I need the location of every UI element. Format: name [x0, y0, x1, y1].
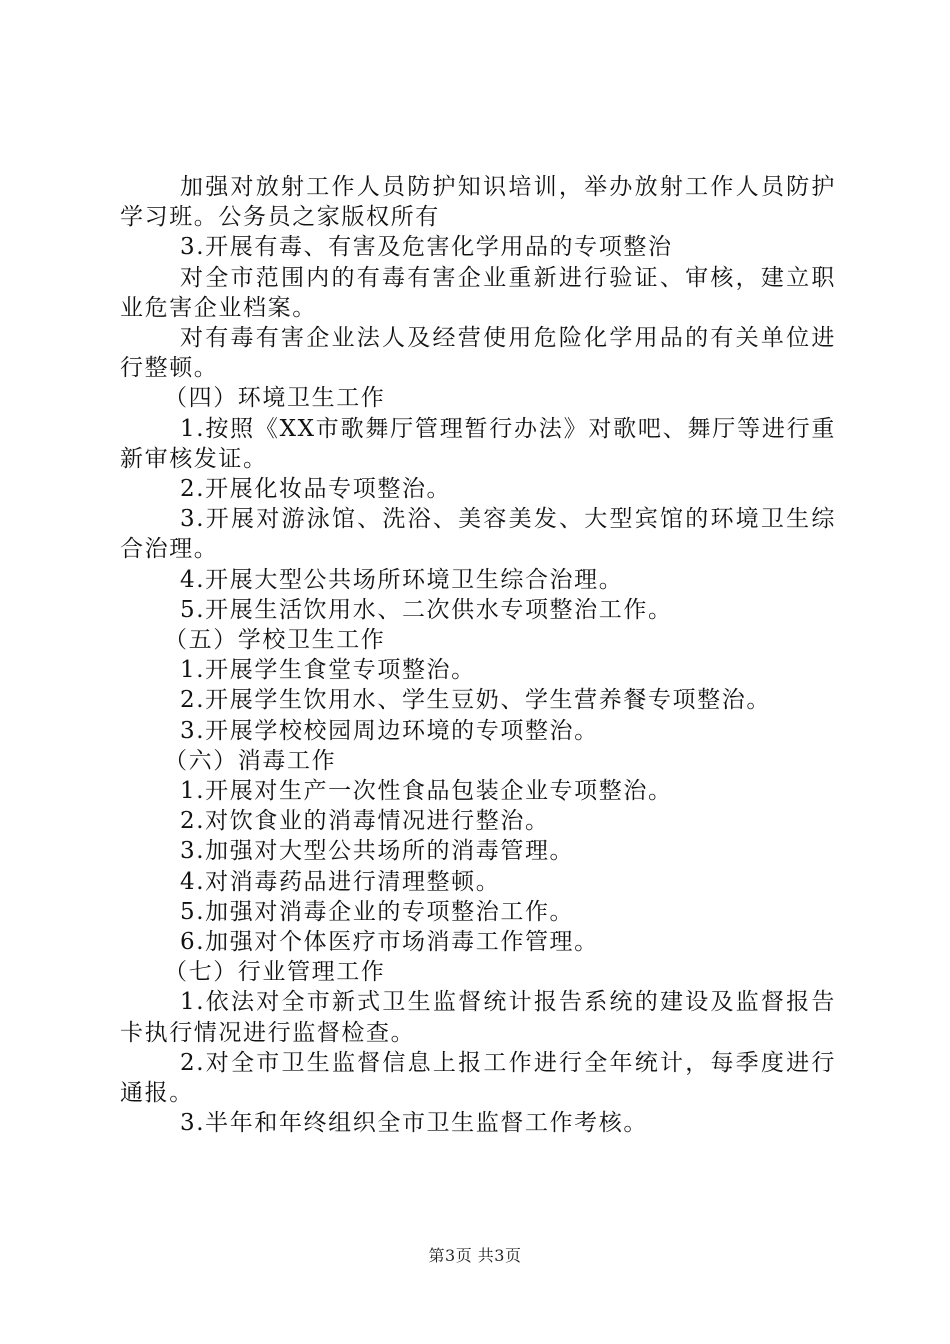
- paragraph: 3.半年和年终组织全市卫生监督工作考核。: [180, 1110, 648, 1137]
- paragraph: 1.按照《XX市歌舞厅管理暂行办法》对歌吧、舞厅等进行重新审核发证。: [120, 415, 836, 472]
- paragraph: 3.开展对游泳馆、洗浴、美容美发、大型宾馆的环境卫生综合治理。: [120, 506, 836, 563]
- paragraph: 5.加强对消毒企业的专项整治工作。: [180, 898, 575, 925]
- paragraph: 6.加强对个体医疗市场消毒工作管理。: [180, 929, 599, 956]
- paragraph: （六）消毒工作: [164, 747, 337, 774]
- paragraph: （七）行业管理工作: [164, 959, 386, 986]
- paragraph: （四）环境卫生工作: [164, 385, 386, 412]
- paragraph: 加强对放射工作人员防护知识培训，举办放射工作人员防护学习班。公务员之家版权所有: [120, 174, 836, 231]
- paragraph: 对有毒有害企业法人及经营使用危险化学用品的有关单位进行整顿。: [120, 325, 836, 382]
- paragraph: 2.对饮食业的消毒情况进行整治。: [180, 808, 550, 835]
- page-footer: 第3页 共3页: [428, 1246, 522, 1265]
- paragraph: 对全市范围内的有毒有害企业重新进行验证、审核，建立职业危害企业档案。: [120, 264, 836, 321]
- paragraph: 2.开展学生饮用水、学生豆奶、学生营养餐专项整治。: [180, 687, 771, 714]
- paragraph: 2.开展化妆品专项整治。: [180, 476, 452, 503]
- paragraph: 3.开展学校校园周边环境的专项整治。: [180, 717, 599, 744]
- document-body: [120, 172, 836, 1139]
- paragraph: 3.加强对大型公共场所的消毒管理。: [180, 838, 575, 865]
- paragraph: 5.开展生活饮用水、二次供水专项整治工作。: [180, 596, 673, 623]
- paragraph: 1.开展对生产一次性食品包装企业专项整治。: [180, 778, 673, 805]
- paragraph: （五）学校卫生工作: [164, 627, 386, 654]
- paragraph: 1.依法对全市新式卫生监督统计报告系统的建设及监督报告卡执行情况进行监督检查。: [120, 989, 836, 1046]
- paragraph: 1.开展学生食堂专项整治。: [180, 657, 476, 684]
- paragraph: 3.开展有毒、有害及危害化学用品的专项整治: [180, 234, 673, 261]
- paragraph: 4.开展大型公共场所环境卫生综合治理。: [180, 566, 624, 593]
- paragraph: 2.对全市卫生监督信息上报工作进行全年统计，每季度进行通报。: [120, 1049, 836, 1107]
- paragraph: 4.对消毒药品进行清理整顿。: [180, 868, 501, 895]
